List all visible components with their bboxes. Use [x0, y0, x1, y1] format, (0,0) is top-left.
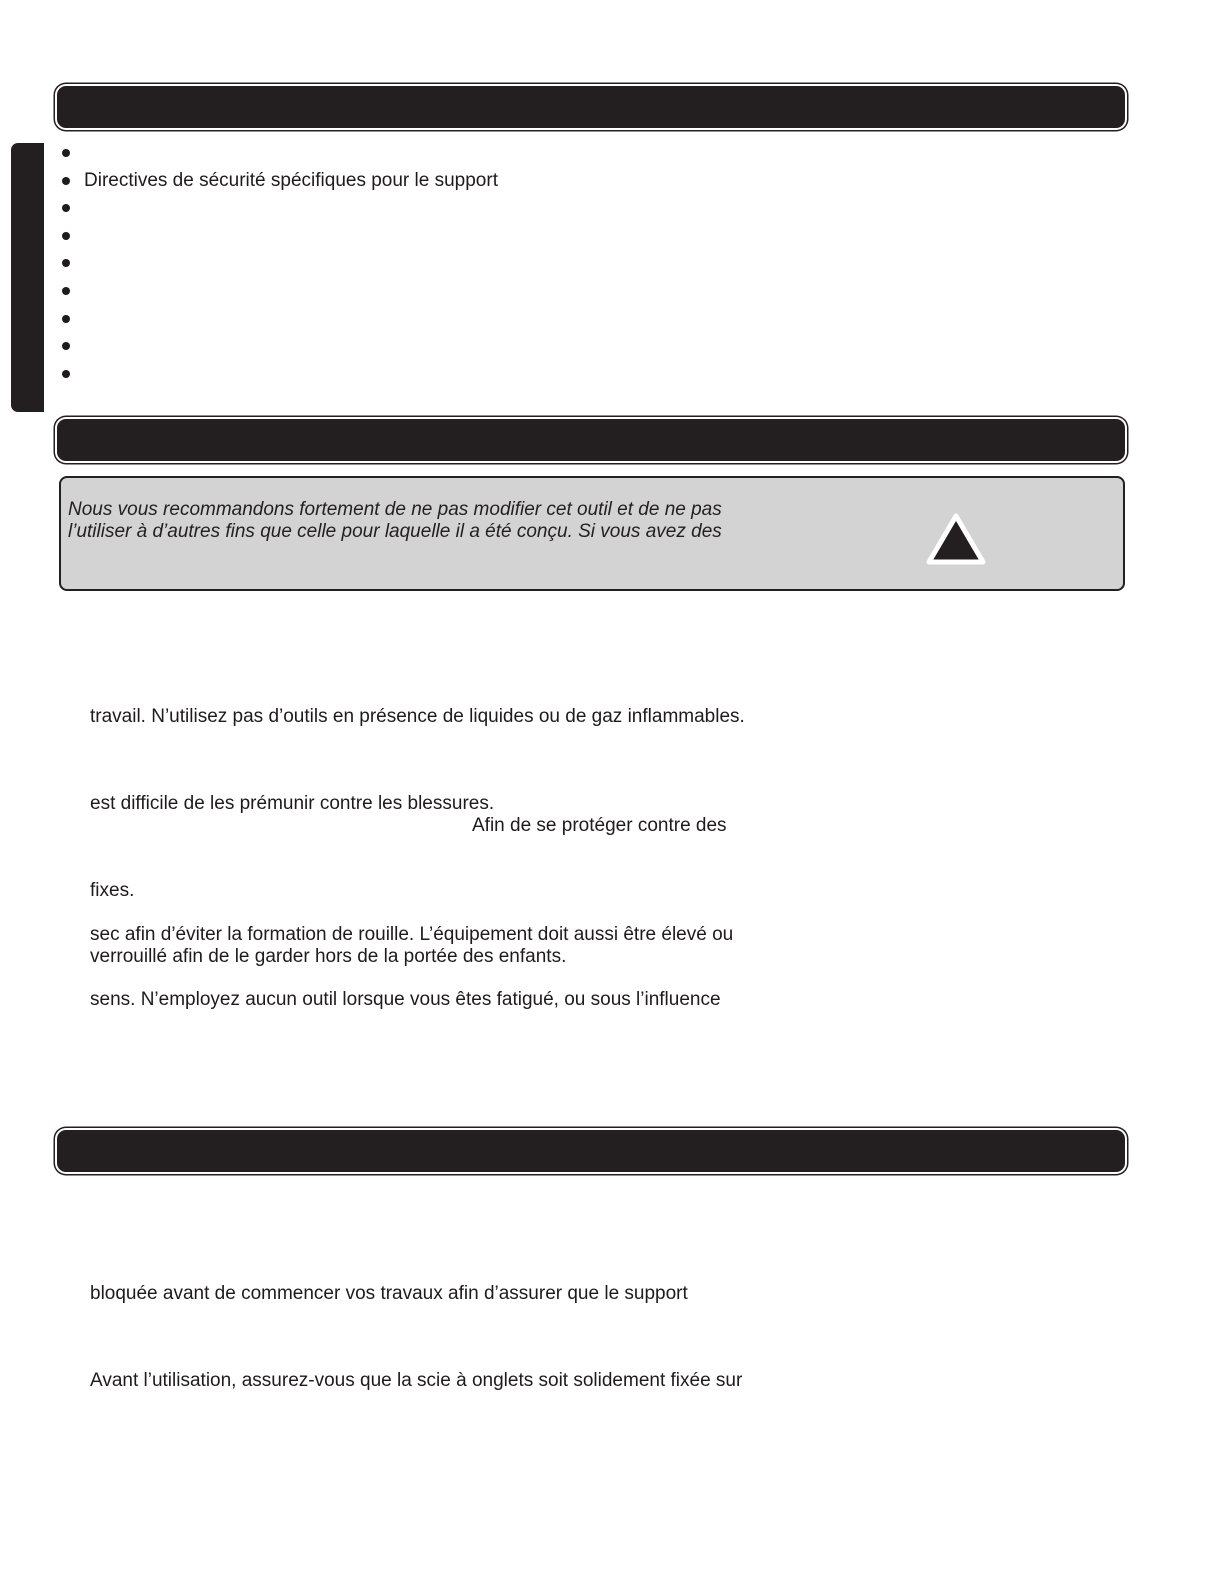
- bullet-icon: [62, 315, 70, 323]
- toc-item-label: Directives de sécurité spécifiques pour le support: [84, 169, 498, 191]
- body-text: [90, 924, 733, 968]
- toc-item: [58, 168, 498, 196]
- body-text: Avant l’utilisation, assurez-vous que la scie à onglets soit solidement fixée sur: [90, 1370, 743, 1391]
- body-text: bloquée avant de commencer vos travaux afin d’assurer que le support: [90, 1283, 688, 1304]
- warning-triangle-icon: [925, 512, 987, 566]
- body-text: Afin de se protéger contre des: [472, 815, 727, 836]
- section-header-bar-3: [57, 1130, 1125, 1172]
- bullet-icon: [62, 287, 70, 295]
- body-text-line: verrouillé afin de le garder hors de la portée des enfants.: [90, 946, 567, 967]
- warning-text: [68, 499, 722, 543]
- bullet-icon: [62, 259, 70, 267]
- body-text: travail. N’utilisez pas d’outils en présence de liquides ou de gaz inflammables.: [90, 706, 745, 727]
- warning-text-line: l’utiliser à d’autres fins que celle pour laquelle il a été conçu. Si vous avez des: [68, 521, 722, 542]
- toc-item: [58, 195, 498, 223]
- bullet-icon: [62, 232, 70, 240]
- toc-item: [58, 278, 498, 306]
- toc-item: [58, 333, 498, 361]
- warning-text-line: Nous vous recommandons fortement de ne pas modifier cet outil et de ne pas: [68, 499, 722, 520]
- body-text: est difficile de les prémunir contre les blessures.: [90, 793, 495, 814]
- toc-item: [58, 250, 498, 278]
- section-header-bar-2: [57, 419, 1125, 461]
- toc-item: [58, 306, 498, 334]
- section-header-bar-1: [57, 86, 1125, 128]
- bullet-icon: [62, 370, 70, 378]
- toc-item: [58, 361, 498, 389]
- toc-item: [58, 223, 498, 251]
- body-text: sens. N’employez aucun outil lorsque vous êtes fatigué, ou sous l’influence: [90, 989, 721, 1010]
- bullet-icon: [62, 177, 70, 185]
- side-tab: [11, 143, 44, 412]
- toc-item: [58, 140, 498, 168]
- bullet-icon: [62, 342, 70, 350]
- body-text-line: sec afin d’éviter la formation de rouille. L’équipement doit aussi être élevé ou: [90, 924, 734, 945]
- warning-box: [59, 476, 1125, 591]
- table-of-contents: [58, 140, 498, 388]
- bullet-icon: [62, 149, 70, 157]
- body-text: fixes.: [90, 880, 135, 901]
- bullet-icon: [62, 204, 70, 212]
